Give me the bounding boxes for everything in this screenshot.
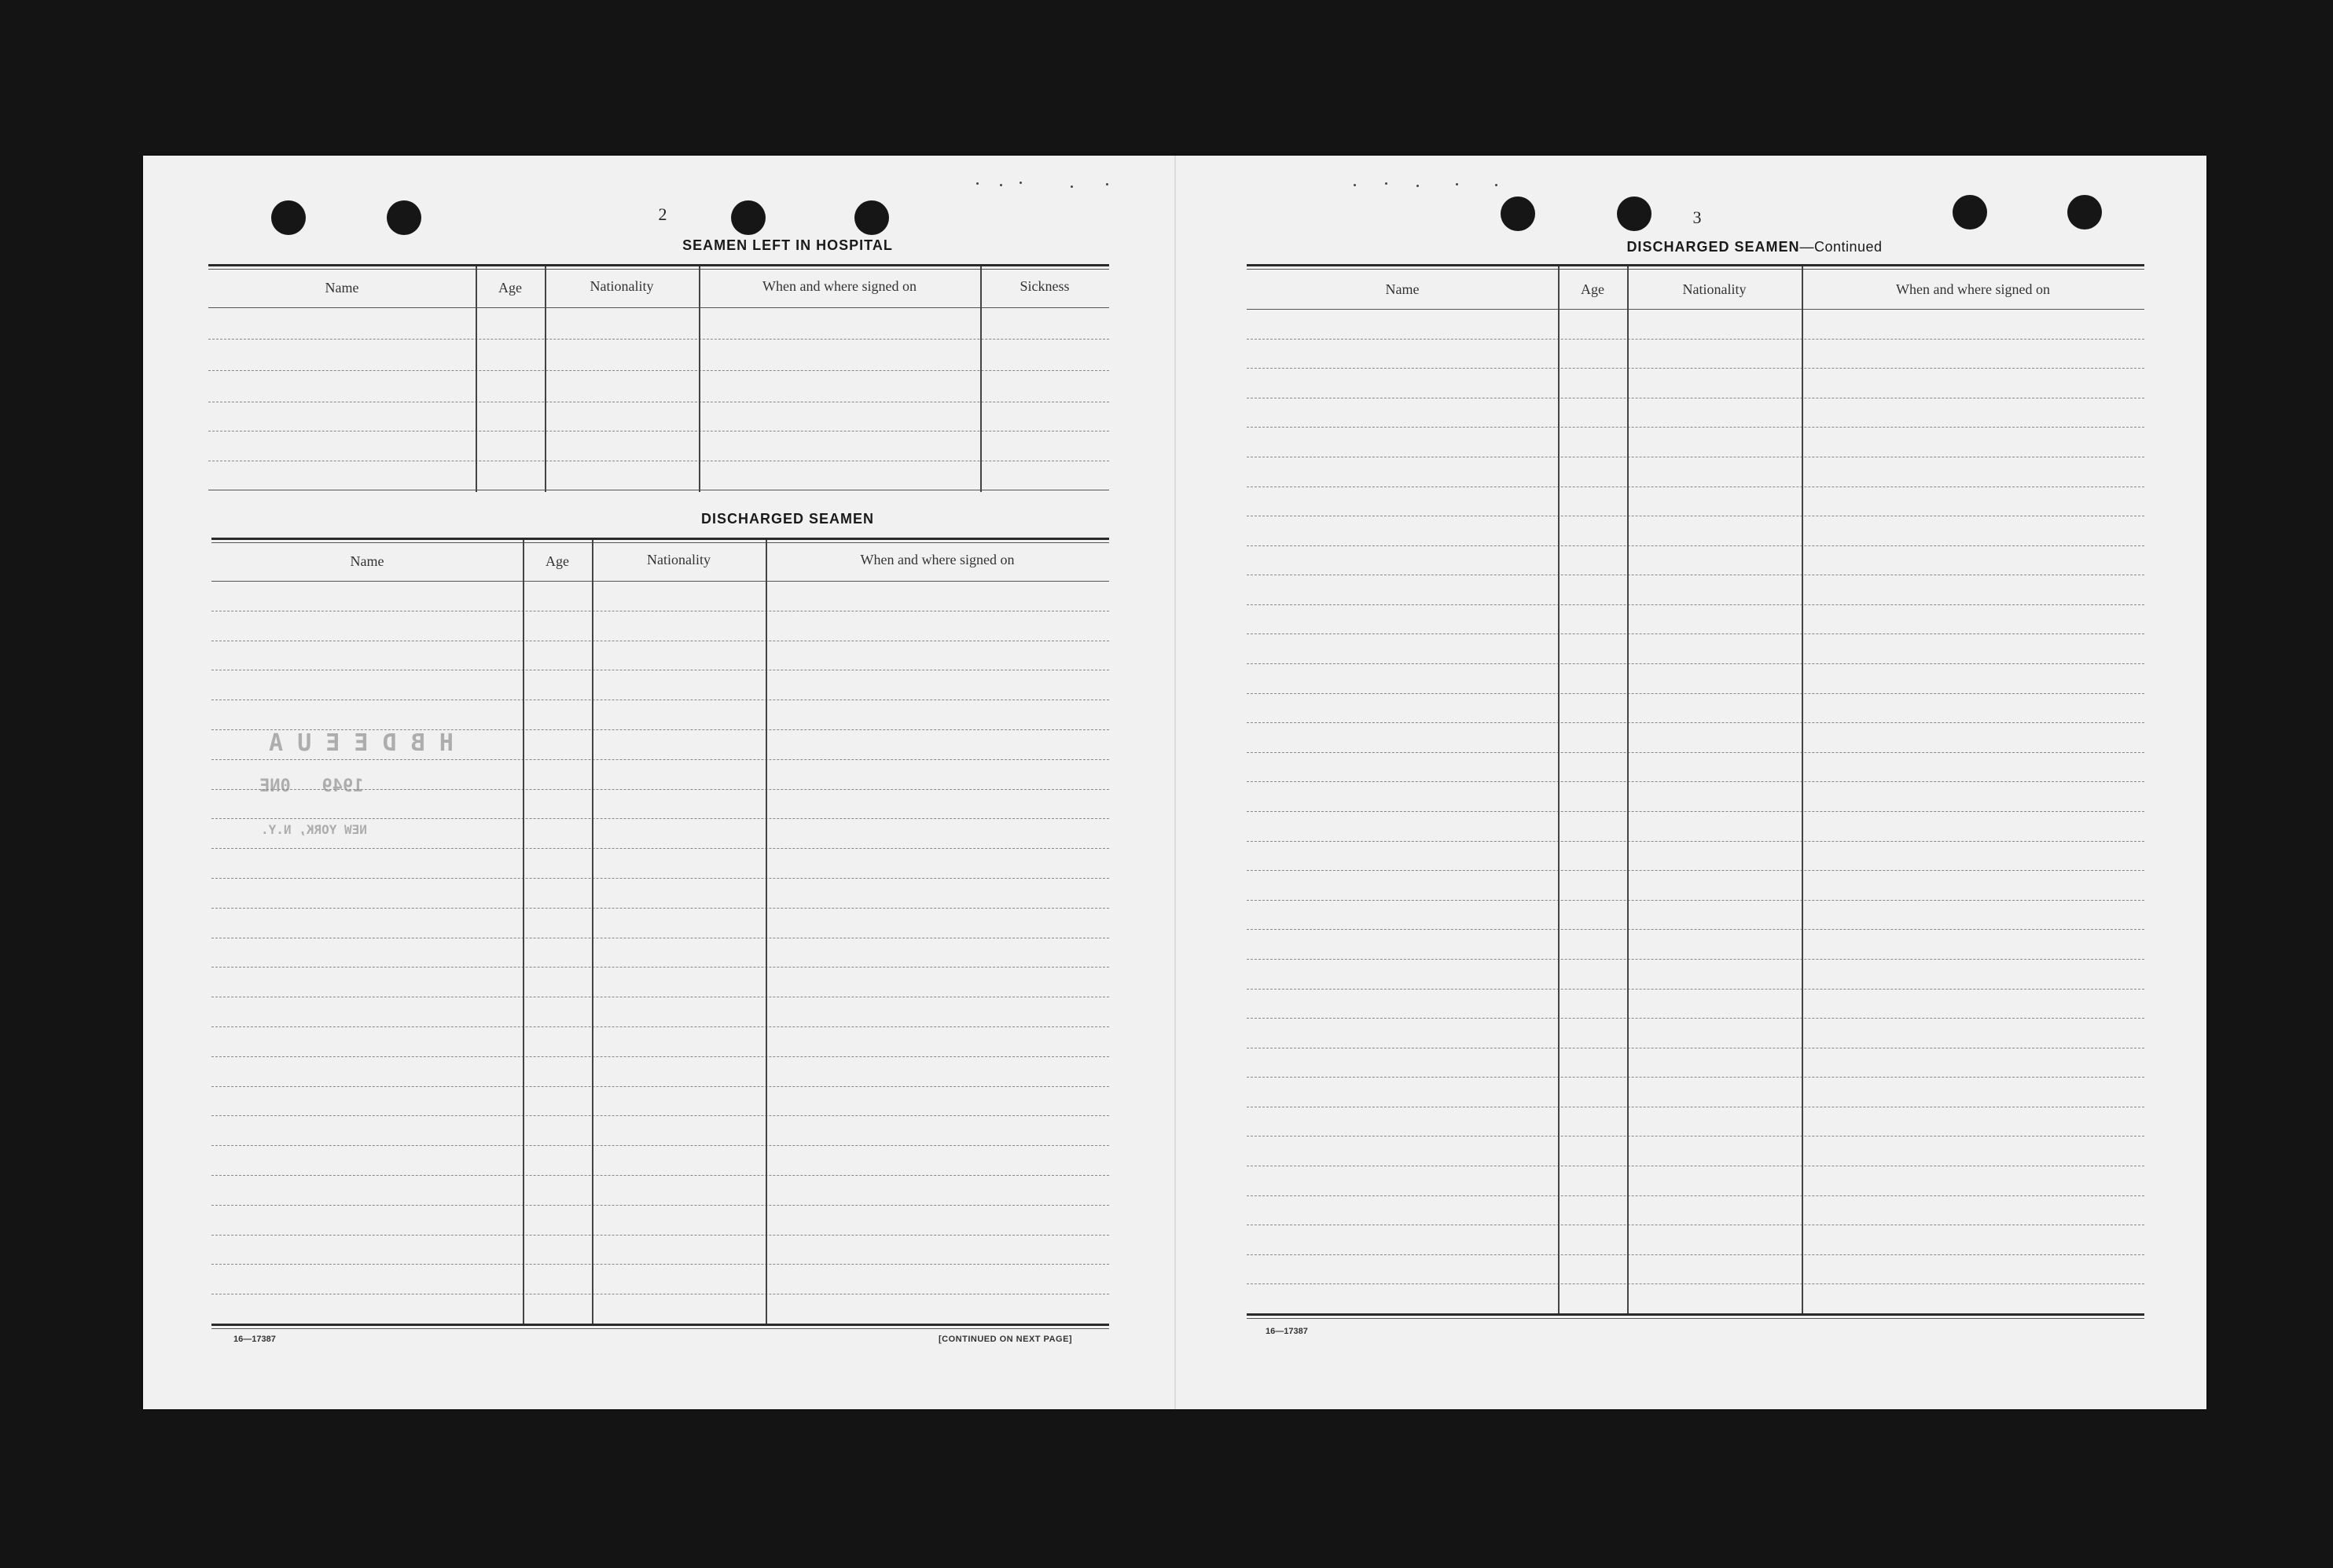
table-row xyxy=(208,370,1109,371)
punch-hole xyxy=(1501,196,1535,231)
col-head-name: Name xyxy=(1385,281,1420,297)
form-code-left: 16—17387 xyxy=(233,1335,276,1344)
page-fold xyxy=(1174,156,1176,1409)
discharged-continued-title xyxy=(1306,239,2203,255)
table-row xyxy=(211,1175,1109,1176)
table-row xyxy=(211,908,1109,909)
punch-hole xyxy=(271,200,306,235)
discharged-table-left xyxy=(211,538,1109,1331)
table-row xyxy=(1247,1283,2144,1284)
col-head-signed-on: When and where signed on xyxy=(762,278,917,294)
table-row xyxy=(1247,811,2144,812)
faded-stamp: NEW YORK, N.Y. xyxy=(261,822,367,837)
table-row xyxy=(1247,929,2144,930)
continued-note: [CONTINUED ON NEXT PAGE] xyxy=(939,1335,1073,1344)
discharged-section-title: DISCHARGED SEAMEN xyxy=(700,511,875,527)
table-row xyxy=(1247,722,2144,723)
table-row xyxy=(1247,1195,2144,1196)
faded-stamp: H B D E E U A xyxy=(269,729,454,757)
table-row xyxy=(211,878,1109,879)
col-head-age: Age xyxy=(1581,281,1604,297)
table-row xyxy=(211,1205,1109,1206)
ink-specks xyxy=(976,181,1527,189)
page-number-left: 2 xyxy=(658,204,667,224)
col-head-sickness: Sickness xyxy=(1020,278,1070,294)
table-row xyxy=(211,1235,1109,1236)
col-head-name: Name xyxy=(325,280,359,296)
col-head-name: Name xyxy=(350,553,384,569)
punch-hole xyxy=(1953,195,1987,230)
table-row xyxy=(211,1026,1109,1027)
table-row xyxy=(1247,1018,2144,1019)
table-row xyxy=(211,1115,1109,1116)
table-row xyxy=(211,759,1109,760)
punch-hole xyxy=(731,200,766,235)
col-head-nationality: Nationality xyxy=(1682,281,1747,297)
table-row xyxy=(1247,693,2144,694)
table-row xyxy=(1247,545,2144,546)
table-row xyxy=(1247,368,2144,369)
table-row xyxy=(1247,633,2144,634)
col-head-signed-on: When and where signed on xyxy=(1896,281,2050,297)
table-row xyxy=(1247,427,2144,428)
page-number-right: 3 xyxy=(1692,207,1702,227)
col-head-nationality: Nationality xyxy=(590,278,654,294)
punch-hole xyxy=(387,200,421,235)
col-head-age: Age xyxy=(498,280,522,296)
table-row xyxy=(211,1145,1109,1146)
hospital-section-title: SEAMEN LEFT IN HOSPITAL xyxy=(682,237,893,253)
form-code-right: 16—17387 xyxy=(1266,1327,1308,1336)
punch-hole xyxy=(2067,195,2102,230)
table-row xyxy=(211,967,1109,968)
table-row xyxy=(1247,339,2144,340)
table-row xyxy=(211,818,1109,819)
col-head-age: Age xyxy=(546,553,569,569)
faded-stamp: 1949 0NE xyxy=(259,777,364,796)
table-row xyxy=(1247,1254,2144,1255)
punch-hole xyxy=(854,200,889,235)
table-row xyxy=(211,848,1109,849)
table-row xyxy=(1247,752,2144,753)
table-row xyxy=(1247,841,2144,842)
table-row xyxy=(208,339,1109,340)
table-row xyxy=(1247,900,2144,901)
document-sheet xyxy=(143,156,2206,1409)
title-main: DISCHARGED SEAMEN xyxy=(1626,239,1800,255)
col-head-nationality: Nationality xyxy=(647,552,711,567)
table-row xyxy=(1247,781,2144,782)
discharged-table-right xyxy=(1247,264,2144,1325)
title-suffix: —Continued xyxy=(1799,239,1883,255)
table-row xyxy=(1247,870,2144,871)
table-row xyxy=(1247,604,2144,605)
col-head-signed-on: When and where signed on xyxy=(860,552,1015,567)
table-row xyxy=(1247,959,2144,960)
table-row xyxy=(211,1264,1109,1265)
table-row xyxy=(211,1056,1109,1057)
punch-hole xyxy=(1617,196,1651,231)
table-row xyxy=(1247,663,2144,664)
table-row xyxy=(1247,1077,2144,1078)
table-row xyxy=(1247,989,2144,990)
table-row xyxy=(1247,1136,2144,1137)
table-row xyxy=(211,1086,1109,1087)
